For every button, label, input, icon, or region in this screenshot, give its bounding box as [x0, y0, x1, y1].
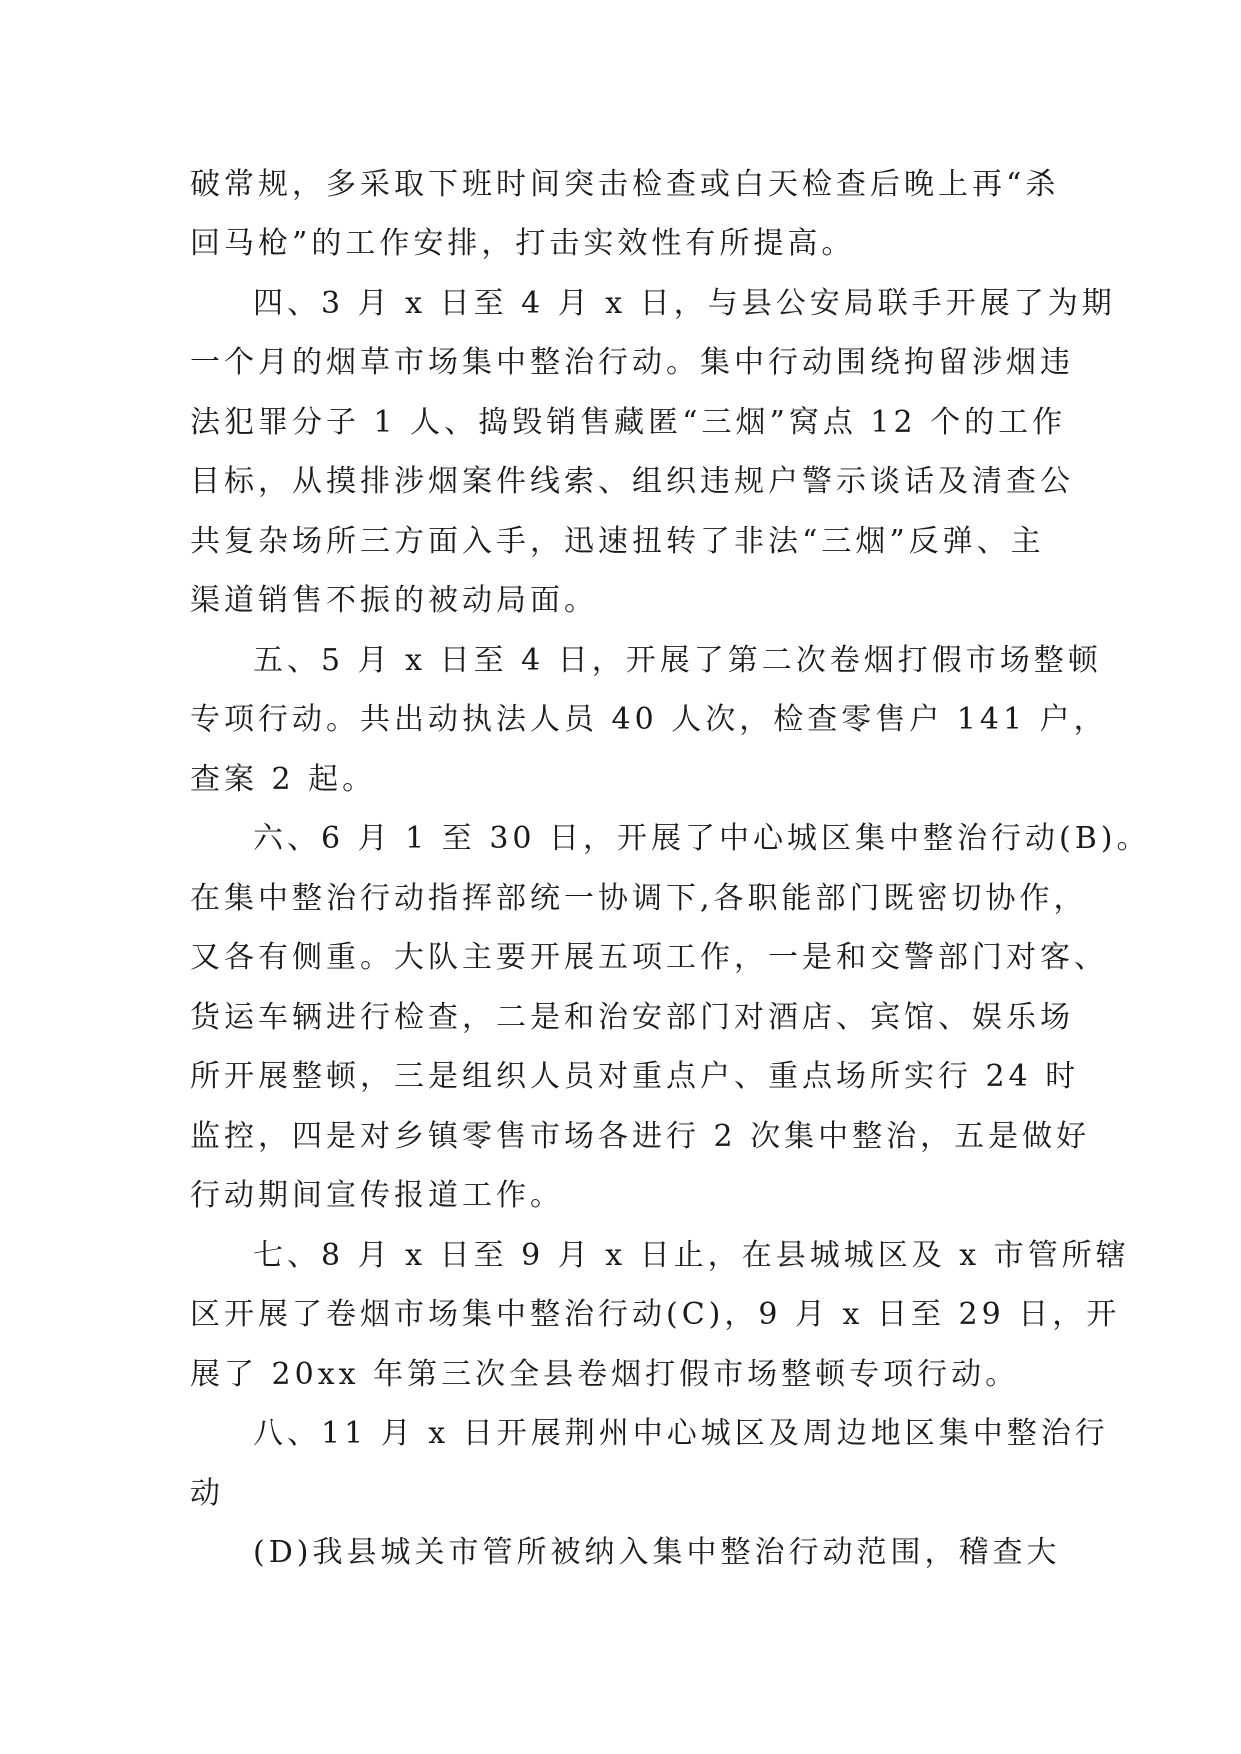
- text-line: 动: [190, 1476, 224, 1511]
- text-line: 行动期间宣传报道工作。: [190, 1178, 564, 1213]
- text-line: 渠道销售不振的被动局面。: [190, 583, 598, 618]
- text-line: 货运车辆进行检查，二是和治安部门对酒店、宾馆、娱乐场: [190, 1000, 1074, 1035]
- text-line: 破常规，多采取下班时间突击检查或白天检查后晚上再“杀: [190, 167, 1060, 202]
- text-line: 五、5 月 x 日至 4 日，开展了第二次卷烟打假市场整顿: [253, 643, 1102, 678]
- text-line: 监控，四是对乡镇零售市场各进行 2 次集中整治，五是做好: [190, 1119, 1091, 1154]
- text-line: 法犯罪分子 1 人、捣毁销售藏匿“三烟”窝点 12 个的工作: [190, 405, 1067, 440]
- text-line: 四、3 月 x 日至 4 月 x 日，与县公安局联手开展了为期: [253, 286, 1116, 321]
- text-line: 回马枪”的工作安排，打击实效性有所提高。: [190, 226, 856, 261]
- text-line: 共复杂场所三方面入手，迅速扭转了非法“三烟”反弹、主: [190, 524, 1045, 559]
- text-line: 目标，从摸排涉烟案件线索、组织违规户警示谈话及清查公: [190, 464, 1074, 499]
- text-line: 在集中整治行动指挥部统一协调下,各职能部门既密切协作，: [190, 881, 1088, 916]
- text-line: 一个月的烟草市场集中整治行动。集中行动围绕拘留涉烟违: [190, 345, 1074, 380]
- text-line: 又各有侧重。大队主要开展五项工作，一是和交警部门对客、: [190, 940, 1108, 975]
- text-line: 七、8 月 x 日至 9 月 x 日止，在县城城区及 x 市管所辖: [253, 1238, 1130, 1273]
- text-line: 展了 20xx 年第三次全县卷烟打假市场整顿专项行动。: [190, 1357, 1020, 1392]
- text-line: 所开展整顿，三是组织人员对重点户、重点场所实行 24 时: [190, 1059, 1080, 1094]
- text-line: 专项行动。共出动执法人员 40 人次，检查零售户 141 户，: [190, 702, 1108, 737]
- text-line: 八、11 月 x 日开展荆州中心城区及周边地区集中整治行: [253, 1416, 1109, 1451]
- text-line: (D)我县城关市管所被纳入集中整治行动范围，稽查大: [253, 1535, 1061, 1570]
- text-line: 区开展了卷烟市场集中整治行动(C)，9 月 x 日至 29 日，开: [190, 1297, 1121, 1332]
- text-line: 查案 2 起。: [190, 762, 377, 797]
- text-line: 六、6 月 1 至 30 日，开展了中心城区集中整治行动(B)。: [253, 821, 1151, 856]
